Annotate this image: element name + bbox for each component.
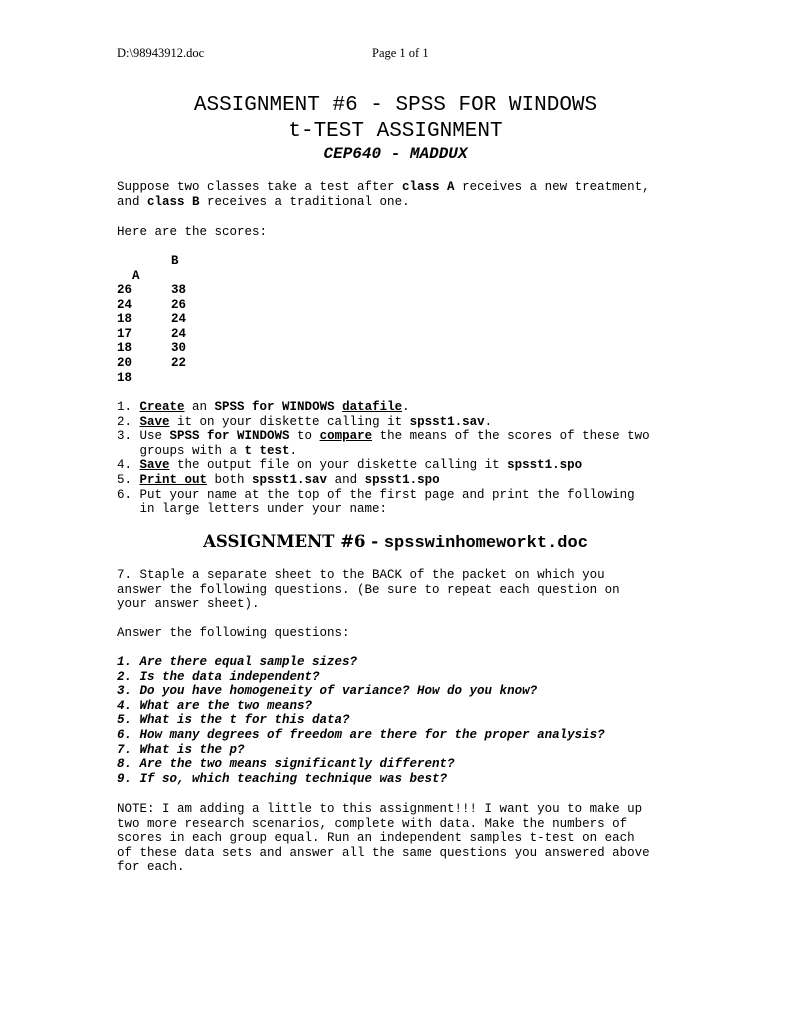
questions-list xyxy=(117,655,605,786)
assignment-heading: ASSIGNMENT #6 - spsswinhomeworkt.doc xyxy=(203,532,588,553)
score-a: 26 xyxy=(117,283,133,297)
score-b: 24 xyxy=(171,326,187,341)
column-b-header: B xyxy=(171,254,179,268)
step-1: 1. Create an SPSS for WINDOWS datafile. xyxy=(117,400,410,414)
score-b: 30 xyxy=(171,341,187,356)
step-7-paragraph: 7. Staple a separate sheet to the BACK of the packet on which you answer the following questions. (Be sure to repeat each question on your answer sheet). xyxy=(117,568,620,612)
score-a: 17 xyxy=(117,326,133,341)
question-item: 6. How many degrees of freedom are there for the proper analysis? xyxy=(117,727,605,742)
step-3-cont: groups with a t test. xyxy=(117,443,298,458)
scores-table xyxy=(117,283,237,393)
score-row xyxy=(117,371,237,386)
steps-list xyxy=(117,400,650,517)
step-6-cont: in large letters under your name: xyxy=(117,502,388,517)
question-item: 2. Is the data independent? xyxy=(117,669,320,684)
score-b: 24 xyxy=(171,312,187,327)
score-row xyxy=(117,327,237,342)
score-b: 22 xyxy=(171,355,187,370)
header-file-path: D:\98943912.doc xyxy=(117,46,205,60)
question-item: 1. Are there equal sample sizes? xyxy=(117,655,358,669)
score-row xyxy=(117,341,237,356)
score-row xyxy=(117,298,237,313)
document-title: ASSIGNMENT #6 - SPSS FOR WINDOWS xyxy=(193,94,598,117)
step-5: 5. Print out both spsst1.sav and spsst1.spo xyxy=(117,472,440,487)
note-line: NOTE: I am adding a little to this assignment!!! I want you to make up xyxy=(117,802,643,816)
note-paragraph xyxy=(117,802,650,875)
score-a: 18 xyxy=(117,312,133,327)
score-row xyxy=(117,283,237,298)
scores-label: Here are the scores: xyxy=(117,225,268,239)
score-a: 18 xyxy=(117,341,133,356)
score-a: 24 xyxy=(117,297,133,312)
document-subtitle: t-TEST ASSIGNMENT xyxy=(288,120,503,143)
score-a: 20 xyxy=(117,355,133,370)
note-line: of these data sets and answer all the same questions you answered above xyxy=(117,845,650,860)
score-row xyxy=(117,356,237,371)
intro-paragraph: Suppose two classes take a test after class A receives a new treatment, and class B receives a traditional one. xyxy=(117,180,650,209)
note-line: two more research scenarios, complete with data. Make the numbers of xyxy=(117,816,628,831)
note-line: scores in each group equal. Run an independent samples t-test on each xyxy=(117,831,635,846)
step-6: 6. Put your name at the top of the first page and print the following xyxy=(117,487,635,502)
score-a: 18 xyxy=(117,370,133,385)
step-4: 4. Save the output file on your diskette calling it spsst1.spo xyxy=(117,458,583,473)
answer-label: Answer the following questions: xyxy=(117,626,350,640)
header-page-number: Page 1 of 1 xyxy=(372,46,429,60)
question-item: 4. What are the two means? xyxy=(117,698,313,713)
step-2: 2. Save it on your diskette calling it spsst1.sav. xyxy=(117,414,493,429)
question-item: 3. Do you have homogeneity of variance? How do you know? xyxy=(117,684,538,699)
score-b: 38 xyxy=(171,283,187,297)
column-a-header: A xyxy=(132,268,140,283)
step-3: 3. Use SPSS for WINDOWS to compare the means of the scores of these two xyxy=(117,429,650,444)
question-item: 5. What is the t for this data? xyxy=(117,713,350,728)
question-item: 8. Are the two means significantly different? xyxy=(117,757,455,772)
score-b: 26 xyxy=(171,297,187,312)
question-item: 7. What is the p? xyxy=(117,742,245,757)
note-line: for each. xyxy=(117,860,185,875)
score-row xyxy=(117,312,237,327)
question-item: 9. If so, which teaching technique was best? xyxy=(117,771,448,786)
course-label: CEP640 - MADDUX xyxy=(323,145,468,163)
